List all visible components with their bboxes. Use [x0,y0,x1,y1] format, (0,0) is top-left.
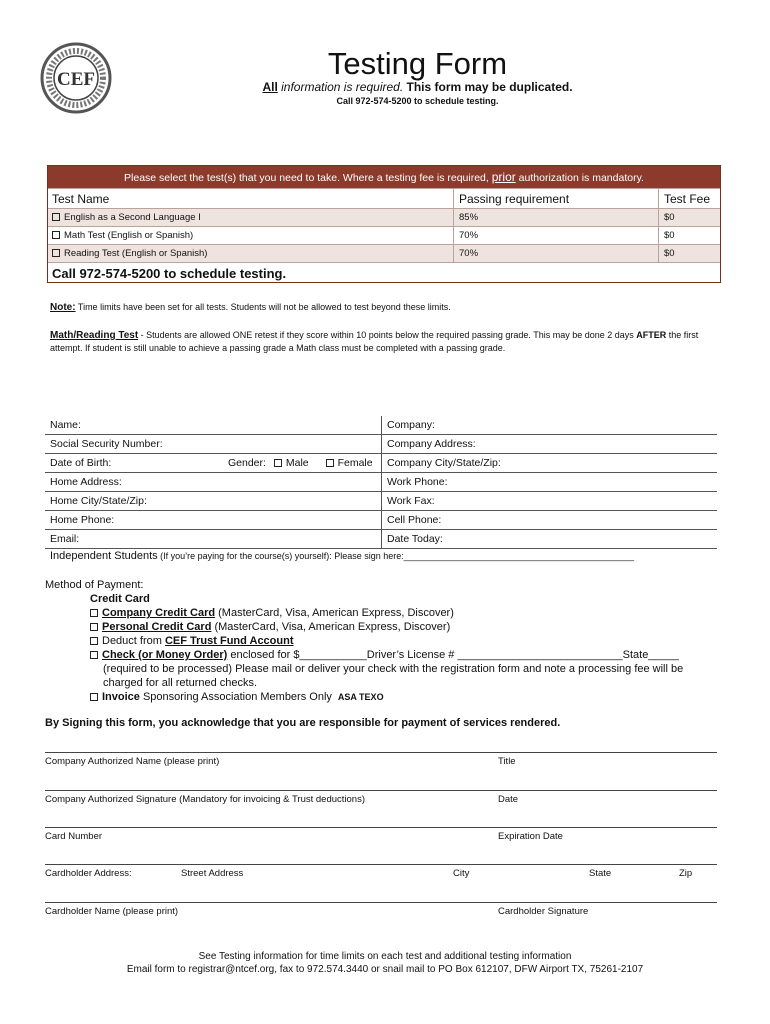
cef-fund-label: CEF Trust Fund Account [164,635,294,647]
company-cc-checkbox[interactable] [90,609,98,617]
company-field[interactable]: Company: [381,416,717,434]
math-checkbox[interactable] [52,231,60,239]
title-label: Title [498,756,516,767]
company-cc-text: (MasterCard, Visa, American Express, Discover) [215,607,454,619]
company-signature-label: Company Authorized Signature (Mandatory for invoicing & Trust deductions) [45,794,365,805]
gender-group [228,457,373,469]
home-phone-field[interactable]: Home Phone: [50,514,115,526]
invoice-text: Sponsoring Association Members Only [139,691,332,703]
acknowledgement-text: By Signing this form, you acknowledge that you are responsible for payment of services rendered. [45,717,561,729]
test-name: Reading Test (English or Spanish) [64,248,208,259]
student-info-grid [45,416,717,549]
credit-card-heading: Credit Card [90,593,150,605]
note-label: Note: [50,302,76,313]
asa-texo-label: ASA TEXO [337,692,384,702]
check-label: Check (or Money Order) [102,649,228,661]
cardholder-address-label: Cardholder Address: [45,868,132,879]
zip-label: Zip [679,868,693,879]
mr-text: - Students are allowed ONE retest if they score within 10 points below the required passing grade. This may be done 2 days [138,330,637,340]
cell-phone-field[interactable]: Cell Phone: [381,511,717,529]
info-required-text: information is required. [277,80,404,94]
svg-text:CEF: CEF [57,69,95,90]
method-label: Method of Payment: [45,579,144,591]
test-pass: 70% [453,245,658,262]
expiration-label: Expiration Date [498,831,563,842]
test-pass: 70% [453,227,658,244]
table-header-row [48,188,720,208]
table-call-row: Call 972-574-5200 to schedule testing. [48,262,720,284]
male-label: Male [285,457,309,469]
footer-line-2: Email form to registrar@ntcef.org, fax to 972.574.3440 or snail mail to PO Box 612107, DFW Airport TX, 75261-2107 [126,964,644,975]
test-selection-table [47,165,721,283]
required-notice [0,80,770,94]
dob-field[interactable] [45,454,381,472]
check-text: enclosed for $___________Driver’s License # ___________________________State_____ [227,649,679,661]
table-banner [48,166,720,188]
invoice-label: Invoice [102,691,140,703]
company-signature-line[interactable] [45,790,717,791]
female-checkbox[interactable] [326,459,334,467]
dob-label: Date of Birth: [50,457,112,469]
footer [0,950,770,976]
time-limit-note [50,302,720,313]
banner-text-b: authorization is mandatory. [515,172,644,184]
home-address-field[interactable]: Home Address: [50,476,122,488]
indep-text: (If you’re paying for the course(s) yourself): Please sign here:______________________________________________ [157,551,635,561]
state-label: State [589,868,612,879]
payment-method-section [45,578,683,704]
female-label: Female [337,457,373,469]
name-field[interactable]: Name: [50,419,81,431]
footer-line-1: See Testing information for time limits on each test and additional testing information [198,951,572,962]
mr-label: Math/Reading Test [50,330,139,341]
cardholder-address-line[interactable] [45,864,717,865]
table-row [48,226,720,244]
company-cc-label: Company Credit Card [102,607,216,619]
duplicate-text: This form may be duplicated. [403,80,573,94]
esl-checkbox[interactable] [52,213,60,221]
home-csz-field[interactable]: Home City/State/Zip: [50,495,147,507]
deduct-label: Deduct from [102,635,165,647]
male-checkbox[interactable] [274,459,282,467]
personal-cc-checkbox[interactable] [90,623,98,631]
cardholder-name-label: Cardholder Name (please print) [45,906,179,917]
invoice-checkbox[interactable] [90,693,98,701]
company-name-label: Company Authorized Name (please print) [45,756,220,767]
personal-cc-label: Personal Credit Card [102,621,212,633]
date-today-field[interactable]: Date Today: [381,530,717,548]
cardholder-name-line[interactable] [45,902,717,903]
company-address-field[interactable]: Company Address: [381,435,717,453]
deduct-checkbox[interactable] [90,637,98,645]
page-title: Testing Form [327,46,508,81]
test-name: English as a Second Language I [64,212,201,223]
card-number-line[interactable] [45,827,717,828]
banner-text-a: Please select the test(s) that you need to take. Where a testing fee is required, [124,172,492,184]
street-label: Street Address [181,868,244,879]
date-label: Date [498,794,519,805]
mr-after: AFTER [636,330,667,340]
work-phone-field[interactable]: Work Phone: [381,473,717,491]
banner-prior: prior [491,170,516,184]
test-fee: $0 [658,227,720,244]
test-name: Math Test (English or Spanish) [64,230,194,241]
ssn-field[interactable]: Social Security Number: [50,438,163,450]
table-row [48,208,720,226]
table-row [48,244,720,262]
col-test-name: Test Name [52,191,110,206]
schedule-call-line: Call 972-574-5200 to schedule testing. [336,96,499,106]
test-fee: $0 [658,209,720,226]
mr-text2: the first attempt. If student is still unable to achieve a passing grade a Math class must be completed with a passing grade. [50,330,699,353]
check-required-text: Please mail or deliver your check with the registration form and note a processing fee will be [232,663,684,675]
company-csz-field[interactable]: Company City/State/Zip: [381,454,717,472]
all-word: All [262,80,278,94]
cardholder-signature-label: Cardholder Signature [498,906,589,917]
test-fee: $0 [658,245,720,262]
col-passing: Passing requirement [453,189,658,208]
gender-label: Gender: [228,457,266,469]
independent-students-line[interactable] [50,550,634,562]
work-fax-field[interactable]: Work Fax: [381,492,717,510]
retest-note [50,329,720,355]
note-text: Time limits have been set for all tests. Students will not be allowed to test beyond these limits. [75,302,451,312]
personal-cc-text: (MasterCard, Visa, American Express, Discover) [211,621,451,633]
card-number-label: Card Number [45,831,103,842]
email-field[interactable]: Email: [50,533,80,545]
check-checkbox[interactable] [90,651,98,659]
test-pass: 85% [453,209,658,226]
check-required-text2: charged for all returned checks. [103,677,258,689]
col-fee: Test Fee [658,189,720,208]
indep-label: Independent Students [50,550,158,562]
company-name-line[interactable] [45,752,717,753]
city-label: City [453,868,470,879]
check-required: (required to be processed) [103,663,233,675]
reading-checkbox[interactable] [52,249,60,257]
